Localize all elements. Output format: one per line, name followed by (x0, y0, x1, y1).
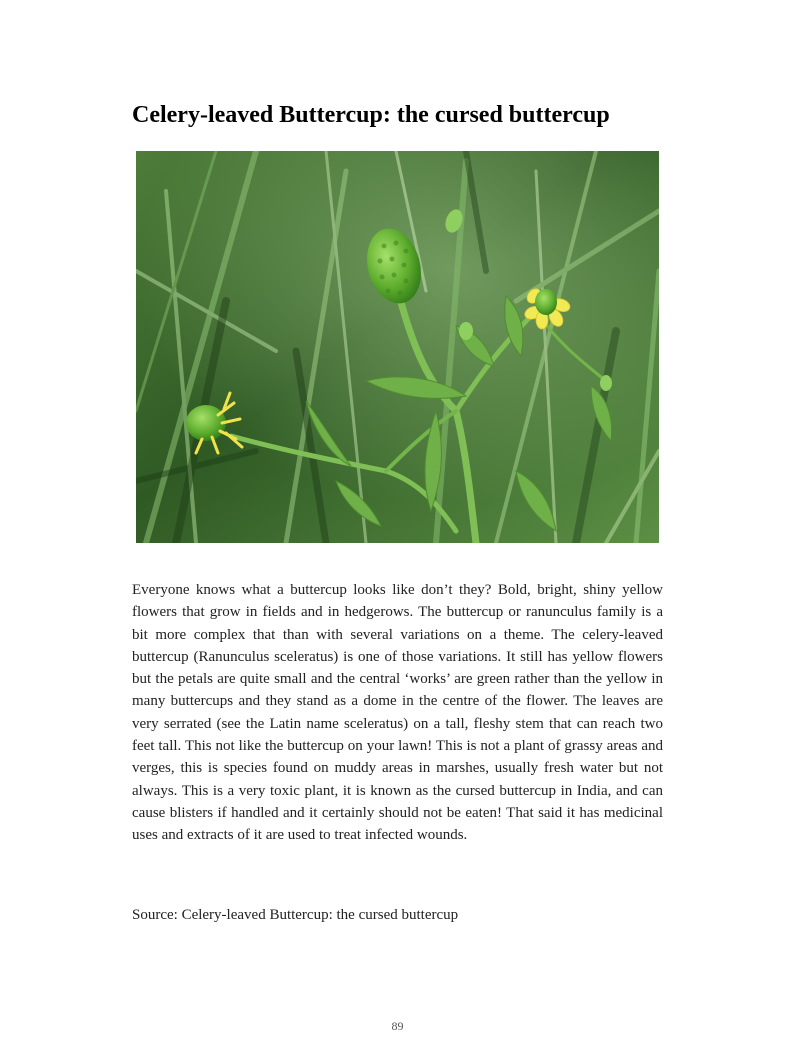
source-citation: Source: Celery-leaved Buttercup: the cursed buttercup (132, 907, 459, 923)
page-number: 89 (391, 1019, 404, 1033)
body-paragraph: Everyone knows what a buttercup looks like don’t they? Bold, bright, shiny yellow flowers that grow in fields and in hedgerows. The buttercup or ranunculus family is a bit more complex that than with several variations on a theme. The celery-leaved buttercup (Ranunculus sceleratus) is one of those variations. It still has yellow flowers but the petals are quite small and the central ‘works’ are green rather than the yellow in many buttercups and they stand as a dome in the centre of the flower. The leaves are very serrated (see the Latin name sceleratus) on a tall, fleshy stem that can reach two feet tall. This not like the buttercup on your lawn! This is not a plant of grassy areas and verges, this is species found on muddy areas in marshes, usually fresh water but not always. This is a very toxic plant, it is known as the cursed buttercup in India, and can cause blisters if handled and it certainly should not be eaten! That said it has medicinal uses and extracts of it are used to treat infected wounds. (132, 582, 663, 844)
buttercup-photo-illustration (136, 151, 659, 543)
page-title: Celery-leaved Buttercup: the cursed buttercup (132, 102, 610, 128)
buttercup-photo (136, 151, 659, 543)
